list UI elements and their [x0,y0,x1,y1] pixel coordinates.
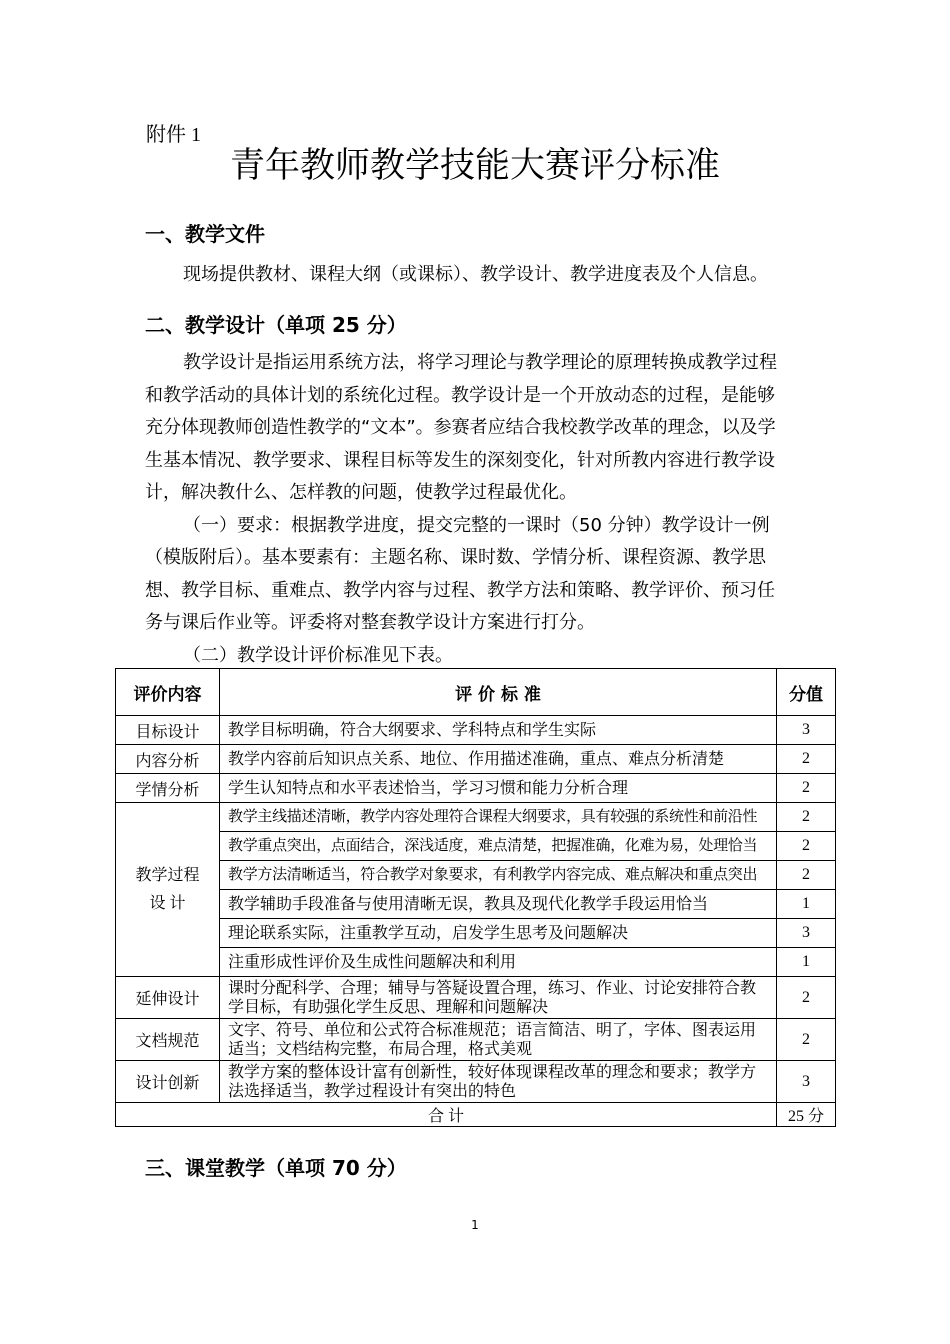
attachment-label: 附件 1 [146,124,201,146]
row-category: 目标设计 [116,716,220,745]
row-score: 2 [777,977,836,1019]
row-score: 3 [777,716,836,745]
row-category: 学情分析 [116,774,220,803]
row-score: 2 [777,832,836,861]
intro-line: 生基本情况、教学要求、课程目标等发生的深刻变化，针对所教内容进行教学设 [145,449,775,471]
header-score: 分值 [777,669,836,716]
section-2-heading: 二、教学设计（单项 25 分） [145,313,407,337]
row-criterion: 学生认知特点和水平表述恰当，学习习惯和能力分析合理 [220,774,777,803]
requirement-line: 想、教学目标、重难点、教学内容与过程、教学方法和策略、教学评价、预习任 [145,579,775,601]
row-category: 文档规范 [116,1019,220,1061]
row-score: 2 [777,745,836,774]
row-category [116,803,220,977]
table-row [116,861,836,890]
page-title: 青年教师教学技能大赛评分标准 [229,146,720,186]
section-1-body [145,259,848,292]
section-1-heading: 一、教学文件 [145,222,265,246]
row-criterion: 教学方案的整体设计富有创新性，较好体现课程改革的理念和要求；教学方法选择适当，教学过程设计有突出的特色 [220,1061,777,1103]
table-row [116,919,836,948]
table-row [116,1061,836,1103]
table-total-row [116,1103,836,1127]
row-criterion: 教学目标明确，符合大纲要求、学科特点和学生实际 [220,716,777,745]
section-2-intro [145,347,810,672]
section-3-heading: 三、课堂教学（单项 70 分） [145,1156,407,1180]
row-criterion: 教学辅助手段准备与使用清晰无误，教具及现代化教学手段运用恰当 [220,890,777,919]
row-category: 设计创新 [116,1061,220,1103]
header-category: 评价内容 [116,669,220,716]
table-row [116,1019,836,1061]
requirement-line: （模版附后）。基本要素有：主题名称、课时数、学情分析、课程资源、教学思 [145,547,766,568]
row-criterion: 教学内容前后知识点关系、地位、作用描述准确，重点、难点分析清楚 [220,745,777,774]
intro-line: 和教学活动的具体计划的系统化过程。教学设计是一个开放动态的过程，是能够 [145,384,775,406]
page-number: 1 [471,1218,479,1232]
row-criterion: 教学重点突出，点面结合，深浅适度，难点清楚，把握准确，化难为易，处理恰当 [220,832,777,861]
row-score: 1 [777,948,836,977]
row-category: 内容分析 [116,745,220,774]
row-score: 2 [777,774,836,803]
intro-line: 充分体现教师创造性教学的“文本”。参赛者应结合我校教学改革的理念，以及学 [145,417,776,438]
row-category: 延伸设计 [116,977,220,1019]
table-intro: （二）教学设计评价标准见下表。 [183,644,453,666]
table-header-row [116,669,836,716]
table-row [116,832,836,861]
row-criterion: 理论联系实际，注重教学互动，启发学生思考及问题解决 [220,919,777,948]
total-label: 合 计 [116,1103,777,1127]
row-score: 2 [777,861,836,890]
requirement-line: 务与课后作业等。评委将对整套教学设计方案进行打分。 [145,612,595,633]
row-criterion: 教学主线描述清晰，教学内容处理符合课程大纲要求，具有较强的系统性和前沿性 [220,803,777,832]
intro-line: 计，解决教什么、怎样教的问题，使教学过程最优化。 [145,482,577,503]
table-row [116,774,836,803]
table-row [116,716,836,745]
category-process-design: 教学过程 设 计 [135,866,200,912]
header-criterion: 评 价 标 准 [220,669,777,716]
intro-line: 教学设计是指运用系统方法，将学习理论与教学理论的原理转换成教学过程 [183,352,777,373]
row-criterion: 教学方法清晰适当，符合教学对象要求，有利教学内容完成、难点解决和重点突出 [220,861,777,890]
row-score: 2 [777,803,836,832]
row-score: 3 [777,919,836,948]
row-criterion: 注重形成性评价及生成性问题解决和利用 [220,948,777,977]
table-row [116,745,836,774]
table-row [116,803,836,832]
row-score: 2 [777,1019,836,1061]
row-criterion: 课时分配科学、合理；辅导与答疑设置合理，练习、作业、讨论安排符合教学目标，有助强化学生反思、理解和问题解决 [220,977,777,1019]
requirement-line: （一）要求：根据教学进度，提交完整的一课时（50 分钟）教学设计一例 [183,514,770,536]
table-row [116,890,836,919]
row-criterion: 文字、符号、单位和公式符合标准规范；语言简洁、明了，字体、图表运用适当；文档结构完整，布局合理，格式美观 [220,1019,777,1061]
table-row [116,977,836,1019]
row-score: 1 [777,890,836,919]
table-row [116,948,836,977]
evaluation-table [115,668,836,1127]
section-1-text: 现场提供教材、课程大纲（或课标）、教学设计、教学进度表及个人信息。 [183,264,768,285]
total-score: 25 分 [777,1103,836,1127]
row-score: 3 [777,1061,836,1103]
